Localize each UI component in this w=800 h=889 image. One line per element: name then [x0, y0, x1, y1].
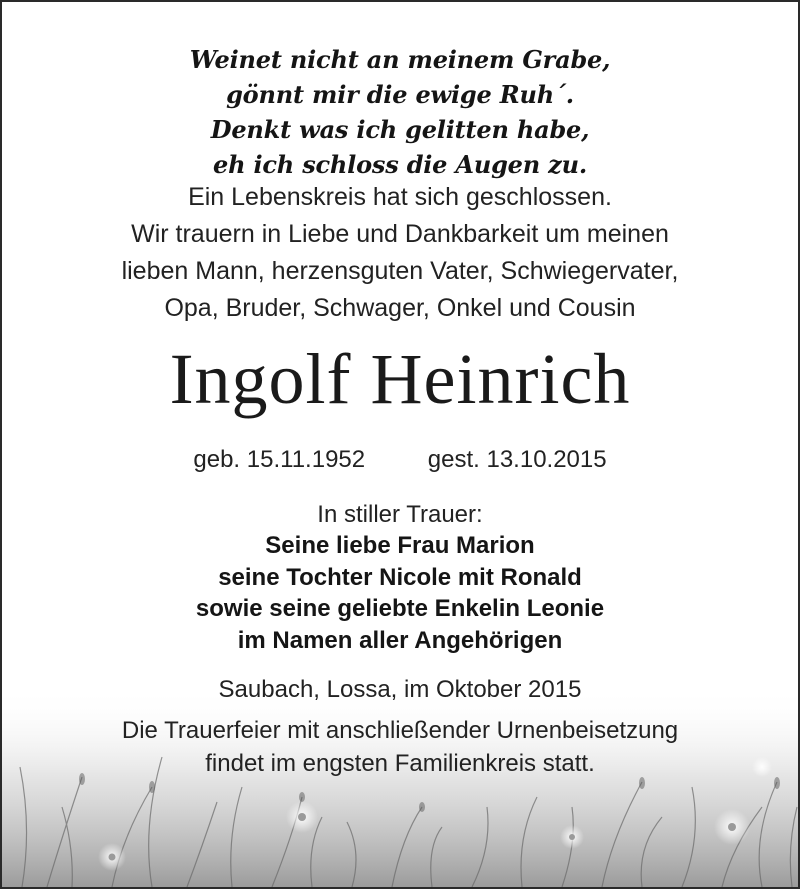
intro-line: Opa, Bruder, Schwager, Onkel und Cousin: [164, 294, 636, 322]
poem-line: Weinet nicht an meinem Grabe,: [189, 45, 611, 74]
deceased-name: Ingolf Heinrich: [169, 339, 631, 419]
mourner-line: sowie seine geliebte Enkelin Leonie: [195, 595, 605, 622]
poem-line: Denkt was ich gelitten habe,: [210, 115, 590, 144]
poem-line: eh ich schloss die Augen zu.: [213, 150, 587, 179]
service-note: [2, 714, 798, 780]
intro-line: lieben Mann, herzensguten Vater, Schwiegervater,: [121, 257, 679, 285]
mourner-line: im Namen aller Angehörigen: [237, 626, 563, 654]
poem-verse: [2, 42, 798, 182]
birth-date: geb. 15.11.1952: [193, 446, 366, 473]
life-dates: [2, 442, 798, 478]
intro-line: Ein Lebenskreis hat sich geschlossen.: [188, 183, 612, 211]
poem-line: gönnt mir die ewige Ruh´.: [226, 80, 574, 109]
service-line: findet im engsten Familienkreis statt.: [205, 750, 595, 777]
place-date: Saubach, Lossa, im Oktober 2015: [218, 676, 582, 703]
death-date: gest. 13.10.2015: [427, 446, 607, 473]
mourning-lead: In stiller Trauer:: [317, 501, 483, 528]
mourner-line: seine Tochter Nicole mit Ronald: [218, 563, 582, 591]
intro-text: [2, 179, 798, 327]
mourner-line: Seine liebe Frau Marion: [265, 532, 535, 559]
mourners-list: [2, 530, 798, 656]
intro-line: Wir trauern in Liebe und Dankbarkeit um meinen: [131, 220, 669, 248]
service-line: Die Trauerfeier mit anschließender Urnenbeisetzung: [121, 717, 679, 744]
